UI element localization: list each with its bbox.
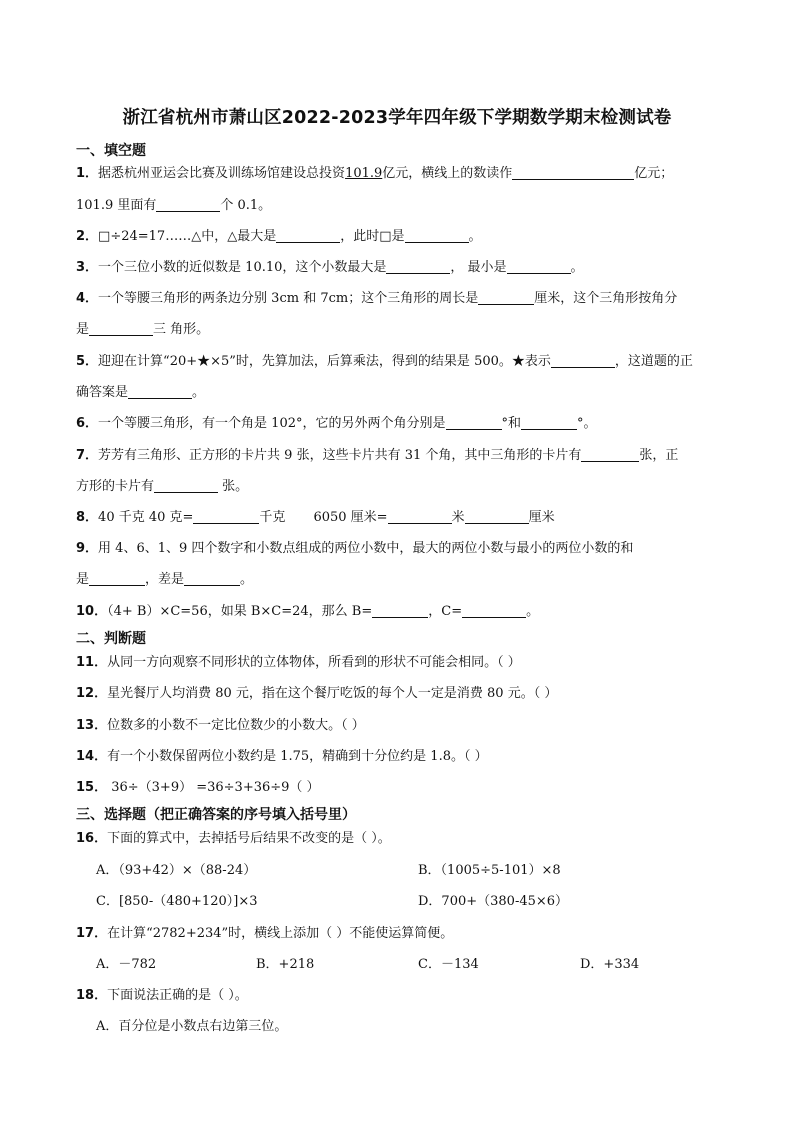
question-text: 方形的卡片有 (76, 479, 155, 494)
question-text: 用 4、6、1、9 四个数字和小数点组成的两位小数中，最大的两位小数与最小的两位小数的和 (98, 541, 634, 556)
question-text: （4+ B）×C=56，如果 B×C=24，那么 B= (107, 604, 373, 619)
question-text: 在计算“2782+234”时，横线上添加（ ）不能使运算简便。 (107, 926, 454, 941)
answer-blank[interactable] (551, 353, 615, 368)
section-true-false: 二、判断题 (76, 631, 146, 647)
question-1-cont (76, 197, 271, 215)
answer-blank[interactable] (507, 259, 571, 274)
question-number: 8． (76, 510, 99, 525)
answer-blank[interactable] (462, 603, 526, 618)
question-number: 16． (76, 831, 108, 846)
question-number: 5． (76, 354, 99, 369)
question-text: ， 最小是 (450, 260, 507, 275)
question-number: 15． (76, 780, 108, 795)
question-number: 4． (76, 291, 99, 306)
option-c[interactable]: C．[850-（480+120）]×3 (96, 894, 258, 909)
answer-blank[interactable] (465, 509, 529, 524)
question-18 (76, 987, 248, 1005)
question-number: 17． (76, 926, 108, 941)
question-text: 有一个小数保留两位小数约是 1.75，精确到十分位约是 1.8。（ ） (107, 749, 488, 764)
question-number: 13． (76, 718, 108, 733)
question-12 (76, 685, 557, 703)
question-number: 6． (76, 416, 99, 431)
question-9 (76, 540, 633, 558)
question-text: 确答案是 (76, 385, 129, 400)
question-8 (76, 509, 555, 527)
question-text: ，此时□是 (340, 229, 405, 244)
question-7 (76, 447, 678, 465)
question-text: 6050 厘米= (313, 510, 388, 525)
answer-blank[interactable] (581, 447, 639, 462)
question-text: 101.9 里面有 (76, 198, 157, 213)
question-text: 星光餐厅人均消费 80 元，指在这个餐厅吃饭的每个人一定是消费 80 元。（ ） (107, 686, 558, 701)
question-9-cont (76, 571, 253, 589)
question-number: 2． (76, 229, 99, 244)
question-text: 。 (570, 260, 584, 275)
question-text: 是 (76, 322, 90, 337)
question-text: 一个等腰三角形，有一个角是 102°，它的另外两个角分别是 (98, 416, 446, 431)
question-text: 下面说法正确的是（ ）。 (107, 988, 248, 1003)
question-7-cont (76, 478, 248, 496)
question-text: 迎迎在计算“20+★×5”时，先算加法，后算乘法，得到的结果是 500。★表示 (98, 354, 551, 369)
answer-blank[interactable] (154, 478, 218, 493)
question-5-cont (76, 384, 205, 402)
option-a[interactable]: A．（93+42）×（88-24） (96, 863, 257, 878)
question-text: □÷24=17……△中，△最大是 (98, 229, 277, 244)
question-text: 个 0.1。 (220, 198, 272, 213)
answer-blank[interactable] (386, 259, 450, 274)
question-text: 从同一方向观察不同形状的立体物体，所看到的形状不可能会相同。（ ） (107, 655, 521, 670)
question-number: 12． (76, 686, 108, 701)
question-text: 一个三位小数的近似数是 10.10，这个小数最大是 (98, 260, 387, 275)
question-16 (76, 830, 391, 848)
question-4-cont (76, 321, 209, 339)
question-text: ，C= (428, 604, 463, 619)
question-number: 9． (76, 541, 99, 556)
question-text: 张。 (218, 479, 249, 494)
section-multiple-choice: 三、选择题（把正确答案的序号填入括号里） (76, 807, 356, 823)
question-4 (76, 290, 677, 308)
answer-blank[interactable] (184, 571, 240, 586)
answer-blank[interactable] (405, 228, 469, 243)
question-text: 。 (526, 604, 540, 619)
answer-blank[interactable] (193, 509, 259, 524)
answer-blank[interactable] (372, 603, 428, 618)
answer-blank[interactable] (446, 415, 502, 430)
question-text: 亿元； (634, 166, 674, 181)
option-a[interactable]: A．－782 (96, 957, 157, 972)
answer-blank[interactable] (478, 290, 534, 305)
question-text: ，这道题的正 (614, 354, 693, 369)
question-text: 米 (451, 510, 465, 525)
question-text: °。 (577, 416, 597, 431)
answer-blank[interactable] (521, 415, 577, 430)
question-text: 张，正 (639, 448, 679, 463)
question-number: 3． (76, 260, 99, 275)
question-10 (76, 603, 539, 621)
option-a[interactable]: A．百分位是小数点右边第三位。 (96, 1019, 288, 1034)
question-text: 千克 (259, 510, 286, 525)
question-2 (76, 228, 482, 246)
question-number: 14． (76, 749, 108, 764)
question-1 (76, 165, 673, 183)
question-text: 。 (240, 572, 254, 587)
question-text: 。 (192, 385, 206, 400)
question-text: 。 (468, 229, 482, 244)
option-b[interactable]: B．+218 (256, 957, 315, 972)
question-number: 1． (76, 166, 99, 181)
option-c[interactable]: C．－134 (418, 957, 479, 972)
question-text: 40 千克 40 克= (98, 510, 194, 525)
answer-blank[interactable] (512, 165, 634, 180)
question-text: 据悉杭州亚运会比赛及训练场馆建设总投资 (98, 166, 346, 181)
answer-blank[interactable] (128, 384, 192, 399)
question-text: 亿元，横线上的数读作 (382, 166, 513, 181)
question-text: 厘米，这个三角形按角分 (534, 291, 678, 306)
question-text: 是 (76, 572, 90, 587)
question-text: 36÷（3+9） =36÷3+36÷9（ ） (107, 780, 320, 795)
question-number: 10． (76, 604, 108, 619)
section-fill-blank: 一、填空题 (76, 143, 146, 159)
question-text: 三 角形。 (153, 322, 210, 337)
question-6 (76, 415, 597, 433)
question-text: 一个等腰三角形的两条边分别 3cm 和 7cm；这个三角形的周长是 (98, 291, 479, 306)
page-title: 浙江省杭州市萧山区2022-2023学年四年级下学期数学期末检测试卷 (122, 108, 672, 128)
question-number: 7． (76, 448, 99, 463)
option-d[interactable]: D．+334 (580, 957, 640, 972)
question-5 (76, 353, 693, 371)
question-text: °和 (501, 416, 522, 431)
option-d[interactable]: D．700+（380-45×6） (418, 894, 569, 909)
question-17 (76, 925, 453, 943)
question-number: 18． (76, 988, 108, 1003)
question-text: 下面的算式中，去掉括号后结果不改变的是（ ）。 (107, 831, 391, 846)
underlined-value: 101.9 (345, 166, 383, 181)
question-15 (76, 779, 320, 797)
question-number: 11． (76, 655, 108, 670)
question-11 (76, 654, 521, 672)
answer-blank[interactable] (89, 321, 153, 336)
question-14 (76, 748, 488, 766)
answer-blank[interactable] (89, 571, 145, 586)
question-13 (76, 717, 365, 735)
question-text: ，差是 (145, 572, 185, 587)
answer-blank[interactable] (156, 197, 220, 212)
question-3 (76, 259, 584, 277)
question-text: 芳芳有三角形、正方形的卡片共 9 张，这些卡片共有 31 个角，其中三角形的卡片有 (98, 448, 582, 463)
question-text: 厘米 (528, 510, 555, 525)
answer-blank[interactable] (388, 509, 452, 524)
question-text: 位数多的小数不一定比位数少的小数大。（ ） (107, 718, 365, 733)
answer-blank[interactable] (276, 228, 340, 243)
option-b[interactable]: B．（1005÷5-101）×8 (418, 863, 561, 878)
